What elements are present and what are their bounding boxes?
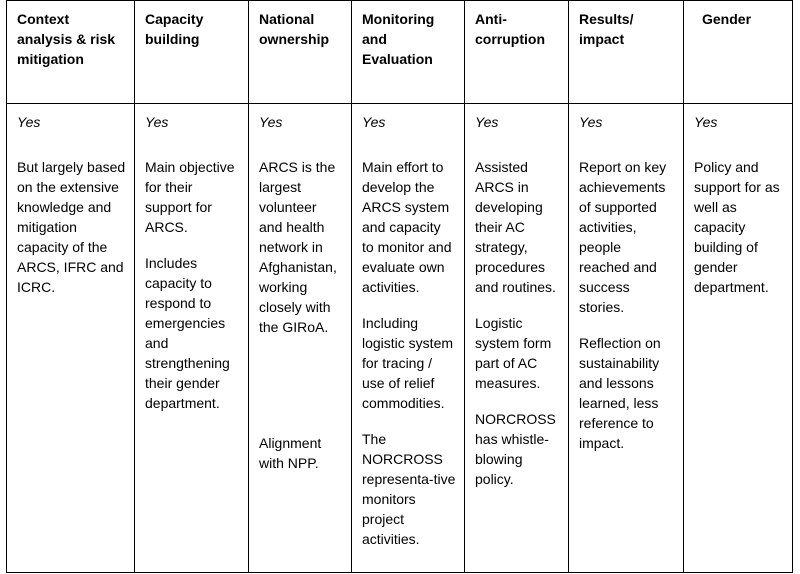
answer-monitoring: Yes bbox=[362, 114, 386, 130]
monitoring-text-1: Main effort to develop the ARCS system and capacity to monitor and evaluate own activities. bbox=[362, 159, 452, 295]
answer-capacity: Yes bbox=[145, 114, 169, 130]
ownership-text-1: ARCS is the largest volunteer and health network in Afghanistan, working closely with the GIRoA. bbox=[259, 159, 337, 335]
header-monitoring: Monitoring and Evaluation bbox=[352, 1, 465, 104]
results-text-2: Reflection on sustainability and lessons learned, less reference to impact. bbox=[579, 335, 661, 451]
monitoring-text-2: Including logistic system for tracing / use of relief commodities. bbox=[362, 315, 454, 411]
header-results: Results/ impact bbox=[569, 1, 684, 104]
anticorruption-text-1: Assisted ARCS in developing their AC strategy, procedures and routines. bbox=[475, 159, 556, 295]
answer-anticorruption: Yes bbox=[475, 114, 499, 130]
answer-context: Yes bbox=[17, 114, 41, 130]
cell-results bbox=[569, 104, 684, 573]
cell-gender bbox=[684, 104, 793, 573]
anticorruption-text-3: NORCROSS has whistle-blowing policy. bbox=[475, 411, 556, 487]
table-row bbox=[7, 104, 793, 573]
cell-monitoring bbox=[352, 104, 465, 573]
capacity-text-1: Main objective for their support for ARCS. bbox=[145, 159, 235, 235]
cell-anticorruption bbox=[465, 104, 569, 573]
cell-capacity bbox=[135, 104, 249, 573]
monitoring-text-3: The NORCROSS representa-tive monitors project activities. bbox=[362, 431, 456, 547]
header-ownership: National ownership bbox=[249, 1, 352, 104]
answer-results: Yes bbox=[579, 114, 603, 130]
ownership-text-2: Alignment with NPP. bbox=[259, 435, 322, 471]
results-text-1: Report on key achievements of supported activities, people reached and success stories. bbox=[579, 159, 667, 315]
anticorruption-text-2: Logistic system form part of AC measures. bbox=[475, 315, 552, 391]
header-gender: Gender bbox=[684, 1, 793, 104]
table-header-row bbox=[7, 1, 793, 104]
cell-ownership bbox=[249, 104, 352, 573]
assessment-table bbox=[6, 0, 793, 573]
answer-ownership: Yes bbox=[259, 114, 283, 130]
capacity-text-2: Includes capacity to respond to emergencies and strengthening their gender department. bbox=[145, 255, 230, 411]
header-context: Context analysis & risk mitigation bbox=[7, 1, 135, 104]
gender-text: Policy and support for as well as capacity building of gender department. bbox=[694, 159, 780, 295]
ownership-spacer bbox=[259, 337, 343, 433]
answer-gender: Yes bbox=[694, 114, 718, 130]
header-anticorruption: Anti-corruption bbox=[465, 1, 569, 104]
cell-context bbox=[7, 104, 135, 573]
header-capacity: Capacity building bbox=[135, 1, 249, 104]
context-text: But largely based on the extensive knowledge and mitigation capacity of the ARCS, IFRC and ICRC. bbox=[17, 159, 126, 295]
